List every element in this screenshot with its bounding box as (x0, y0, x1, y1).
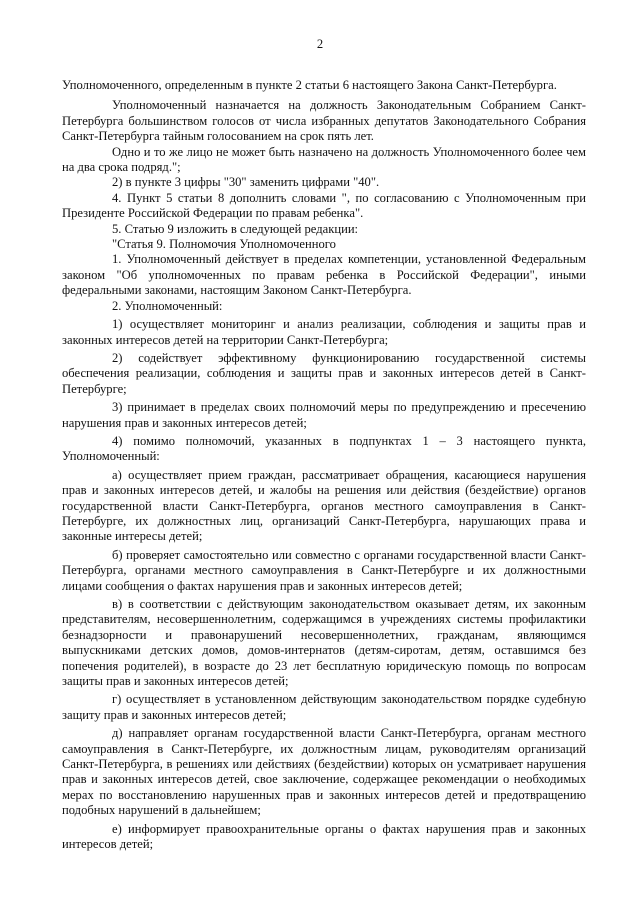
paragraph-art9-e: е) информирует правоохранительные органы о фактах нарушения прав и законных интересов детей; (62, 821, 586, 852)
paragraph-amendment-2: 2) в пункте 3 цифры "30" заменить цифрами "40". (112, 175, 380, 190)
document-body (62, 78, 586, 853)
paragraph-continuation: Уполномоченного, определенным в пункте 2 статьи 6 настоящего Закона Санкт-Петербурга. (62, 78, 557, 92)
paragraph-item-5: 5. Статью 9 изложить в следующей редакции: (112, 221, 359, 236)
paragraph-art9-1: 1. Уполномоченный действует в пределах компетенции, установленной Федеральным законом "Об уполномоченных по правам ребенка в Российской Федерации", иными федеральными законами, настоящим Законом Санкт-Петербурга. (62, 252, 586, 298)
paragraph-term-limit: Одно и то же лицо не может быть назначено на должность Уполномоченного более чем на два срока подряд."; (62, 144, 586, 175)
paragraph-art9-2-2: 2) содействует эффективному функционированию государственной системы обеспечения реализации, соблюдения и защиты прав и законных интересов детей в Санкт-Петербурге; (62, 350, 586, 396)
paragraph-art9-g: г) осуществляет в установленном действующим законодательством порядке судебную защиту прав и законных интересов детей; (62, 692, 586, 722)
page-number: 2 (316, 37, 324, 51)
paragraph-art9-b: б) проверяет самостоятельно или совместно с органами государственной власти Санкт-Петербурга, органами местного самоуправления в Санкт-Петербурге и их должностными лицами сообщения о фактах нарушения прав и законных интересов детей; (62, 547, 586, 593)
paragraph-art9-a: а) осуществляет прием граждан, рассматривает обращения, касающиеся нарушения прав и законных интересов детей, и жалобы на решения или действия (бездействие) органов государственной власти Санкт-Петербурга, органов местного самоуправления в Санкт-Петербурге, их должностных лиц, организаций Санкт-Петербурга, нарушающих права и законные интересы детей; (62, 467, 586, 544)
paragraph-appointment: Уполномоченный назначается на должность Законодательным Собранием Санкт-Петербурга большинством голосов от числа избранных депутатов Законодательного Собрания Санкт-Петербурга тайным голосованием на срок пять лет. (62, 98, 586, 144)
paragraph-art9-2: 2. Уполномоченный: (112, 298, 223, 313)
paragraph-art9-2-3: 3) принимает в пределах своих полномочий меры по предупреждению и пресечению нарушения прав и законных интересов детей; (62, 400, 586, 430)
paragraph-item-4: 4. Пункт 5 статьи 8 дополнить словами ", по согласованию с Уполномоченным при Президенте Российской Федерации по правам ребенка". (62, 190, 586, 221)
paragraph-art9-2-4: 4) помимо полномочий, указанных в подпунктах 1 – 3 настоящего пункта, Уполномоченный: (62, 433, 586, 464)
paragraph-art9-d: д) направляет органам государственной власти Санкт-Петербурга, органам местного самоуправления в Санкт-Петербурге, их должностным лицам, руководителям организаций Санкт-Петербурга, в решениях или действиях (бездействии) которых он усматривает нарушения прав и законных интересов детей, свое заключение, содержащее рекомендации о необходимых мерах по восстановлению нарушенных прав и законных интересов детей и предотвращению подобных нарушений в дальнейшем; (62, 726, 586, 818)
paragraph-art9-2-1: 1) осуществляет мониторинг и анализ реализации, соблюдения и защиты прав и законных интересов детей на территории Санкт-Петербурга; (62, 317, 586, 347)
paragraph-art9-v: в) в соответствии с действующим законодательством оказывает детям, их законным представителям, несовершеннолетним, содержащимся в учреждениях системы профилактики безнадзорности и правонарушений несовершеннолетних, гражданам, являющимся выпускниками детских домов, домов-интернатов (детям-сиротам, детям, оставшимся без попечения родителей), в возрасте до 23 лет бесплатную юридическую помощь по вопросам защиты прав и законных интересов детей; (62, 597, 586, 689)
article-9-heading: "Статья 9. Полномочия Уполномоченного (112, 237, 336, 252)
